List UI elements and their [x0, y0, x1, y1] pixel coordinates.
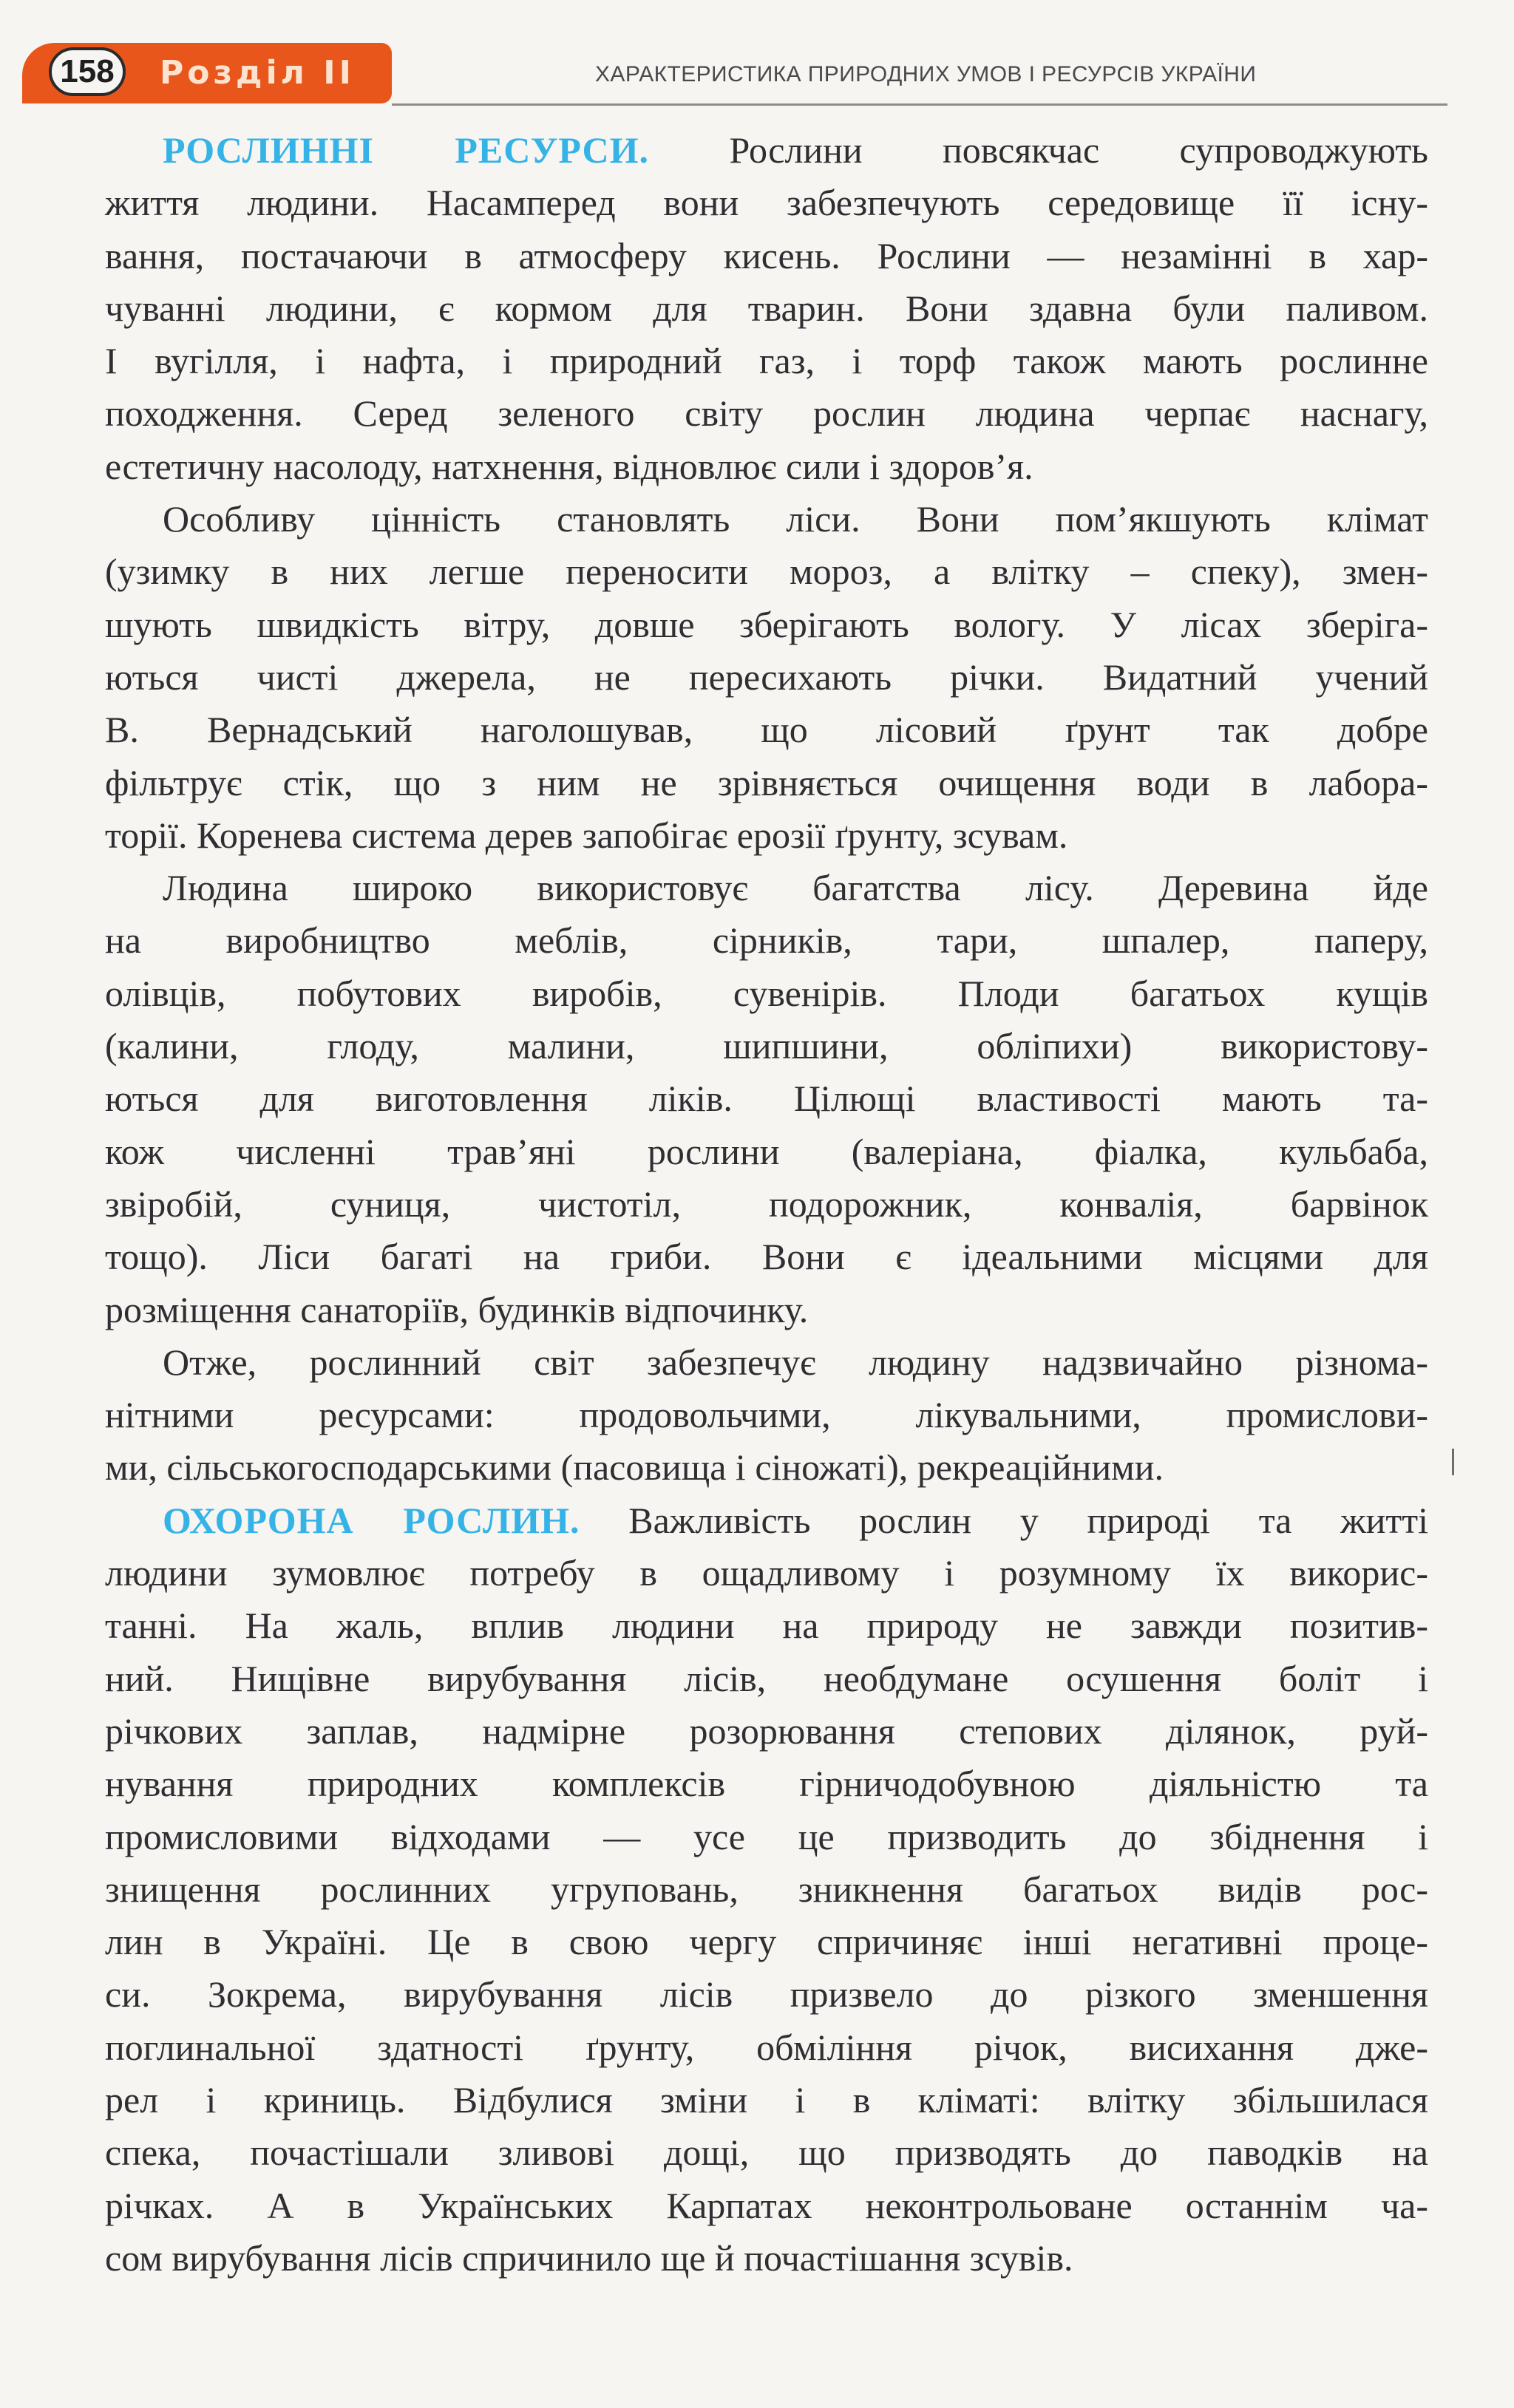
text-line: розміщення санаторіїв, будинків відпочинку.	[105, 1288, 809, 1330]
text-line: походження. Серед зеленого світу рослин людина черпає наснагу,	[105, 392, 1428, 435]
margin-mark	[1452, 1449, 1454, 1475]
section-tab	[22, 43, 392, 103]
text-line: людини зумовлює потребу в ощадливому і розумному їх викорис-	[105, 1552, 1428, 1594]
text-line: спека, почастішали зливові дощі, що призводять до паводків на	[105, 2132, 1428, 2174]
text-line: вання, постачаючи в атмосферу кисень. Рослини — незамінні в хар-	[105, 234, 1428, 276]
page-header	[0, 43, 1514, 109]
text-line: ми, сільськогосподарськими (пасовища і сіножаті), рекреаційними.	[105, 1446, 1164, 1489]
text-line: нування природних комплексів гірничодобувною діяльністю та	[105, 1763, 1428, 1805]
text-line: на виробництво меблів, сірників, тари, шпалер, паперу,	[105, 919, 1428, 962]
text-line: річках. А в Українських Карпатах неконтрольоване останнім ча-	[105, 2184, 1428, 2226]
section-heading: ОХОРОНА РОСЛИН.	[163, 1499, 580, 1541]
text-line: естетичну насолоду, натхнення, відновлює сили і здоров’я.	[105, 445, 1033, 487]
text-line: В. Вернадський наголошував, що лісовий ґрунт так добре	[105, 709, 1428, 751]
text-line: І вугілля, і нафта, і природний газ, і торф також мають рослинне	[105, 340, 1428, 382]
text-line: (калини, глоду, малини, шипшини, обліпихи) використову-	[105, 1025, 1428, 1067]
text-line: торії. Коренева система дерев запобігає ерозії ґрунту, зсувам.	[105, 814, 1068, 856]
text-line: РОСЛИННІ РЕСУРСИ. Рослини повсякчас супроводжують	[163, 129, 1428, 171]
running-title: ХАРАКТЕРИСТИКА ПРИРОДНИХ УМОВ І РЕСУРСІВ УКРАЇНИ	[595, 62, 1257, 86]
text-line: си. Зокрема, вирубування лісів призвело до різкого зменшення	[105, 1973, 1428, 2016]
text-line: танні. На жаль, вплив людини на природу не завжди позитив-	[105, 1605, 1428, 1647]
text-line: нітними ресурсами: продовольчими, лікувальними, промислови-	[105, 1394, 1428, 1436]
text-line: чуванні людини, є кормом для тварин. Вони здавна були паливом.	[105, 287, 1428, 329]
text-line: поглинальної здатності ґрунту, обміління річок, висихання дже-	[105, 2026, 1428, 2068]
text-line: Людина широко використовує багатства лісу. Деревина йде	[163, 867, 1428, 909]
section-heading: РОСЛИННІ РЕСУРСИ.	[163, 129, 650, 171]
text-line: кож численні трав’яні рослини (валеріана, фіалка, кульбаба,	[105, 1130, 1428, 1172]
text-line: рел і криниць. Відбулися зміни і в кліматі: влітку збільшилася	[105, 2078, 1428, 2120]
section-label: Розділ ІІ	[160, 54, 355, 92]
text-line: тощо). Ліси багаті на гриби. Вони є ідеальними місцями для	[105, 1236, 1428, 1278]
text-line: олівців, побутових виробів, сувенірів. Плоди багатьох кущів	[105, 972, 1428, 1014]
header-rule	[392, 103, 1447, 106]
text-line: ОХОРОНА РОСЛИН. Важливість рослин у природі та житті	[163, 1499, 1428, 1541]
text-line: фільтрує стік, що з ним не зрівняється очищення води в лабора-	[105, 761, 1428, 803]
text-line: знищення рослинних угруповань, зникнення багатьох видів рос-	[105, 1868, 1428, 1910]
text-line: Особливу цінність становлять ліси. Вони пом’якшують клімат	[163, 498, 1428, 540]
text-line: промисловими відходами — усе це призводить до збіднення і	[105, 1815, 1428, 1857]
text-line: Отже, рослинний світ забезпечує людину надзвичайно різнома-	[163, 1341, 1428, 1383]
text-line: ються чисті джерела, не пересихають річки. Видатний учений	[105, 656, 1428, 698]
text-line: (узимку в них легше переносити мороз, а влітку – спеку), змен-	[105, 551, 1428, 593]
text-line: ний. Нищівне вирубування лісів, необдумане осушення боліт і	[105, 1657, 1428, 1699]
text-line: річкових заплав, надмірне розорювання степових ділянок, руй-	[105, 1710, 1428, 1752]
page-number: 158	[49, 47, 126, 96]
text-line: життя людини. Насамперед вони забезпечують середовище її існу-	[105, 182, 1428, 224]
text-line: лин в Україні. Це в свою чергу спричиняє інші негативні проце-	[105, 1921, 1428, 1963]
text-line: сом вирубування лісів спричинило ще й почастішання зсувів.	[105, 2237, 1073, 2279]
text-line: шують швидкість вітру, довше зберігають вологу. У лісах зберіга-	[105, 603, 1428, 645]
text-line: ються для виготовлення ліків. Цілющі властивості мають та-	[105, 1078, 1428, 1120]
page-body	[105, 124, 1428, 2285]
text-line: звіробій, суниця, чистотіл, подорожник, конвалія, барвінок	[105, 1183, 1428, 1225]
